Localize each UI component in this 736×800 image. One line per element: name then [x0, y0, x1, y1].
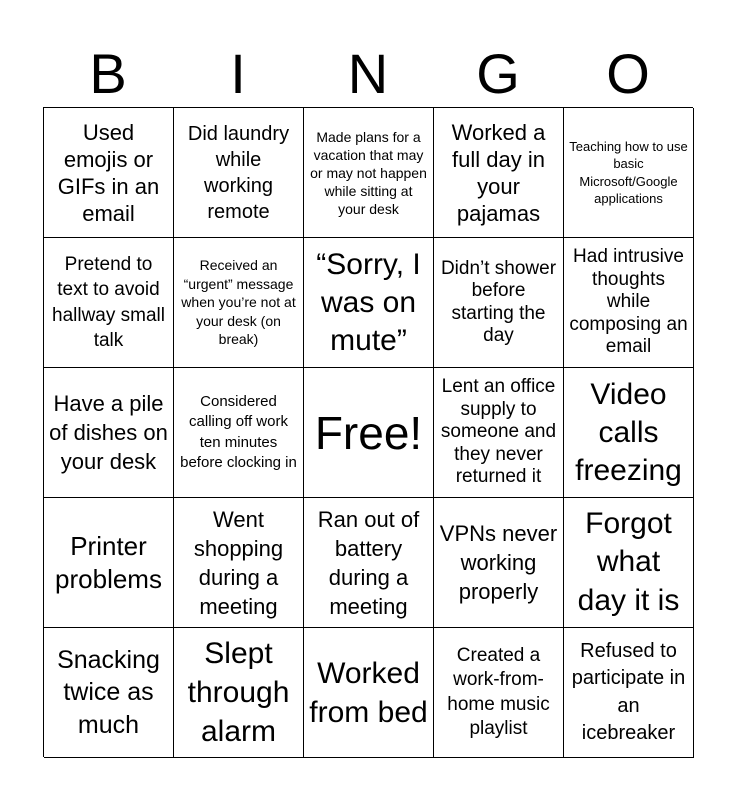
bingo-cell-i4 [174, 498, 304, 628]
header-letter-b: B [89, 42, 127, 105]
cell-text: Snacking twice as much [57, 645, 160, 739]
cell-text: Had intrusive thoughts while composing an email [569, 246, 688, 358]
free-space: Free! [314, 406, 423, 459]
bingo-cell-i1 [174, 108, 304, 238]
header-letter-i: I [230, 42, 246, 105]
bingo-cell-n5 [304, 628, 434, 758]
bingo-cell-g2 [434, 238, 564, 368]
cell-text: Video calls freezing [575, 377, 682, 487]
cell-text: “Sorry, I was on mute” [316, 247, 421, 357]
header-letter-o: O [606, 42, 650, 105]
cell-text: Forgot what day it is [577, 506, 680, 617]
bingo-grid [43, 107, 693, 757]
bingo-cell-o1 [564, 108, 694, 238]
bingo-cell-o3 [564, 368, 694, 498]
bingo-cell-g4 [434, 498, 564, 628]
bingo-cell-o5 [564, 628, 694, 758]
bingo-cell-o4 [564, 498, 694, 628]
cell-text: Received an “urgent” message when you’re not at your desk (on break) [181, 257, 296, 348]
bingo-cell-b1 [44, 108, 174, 238]
bingo-cell-n1 [304, 108, 434, 238]
bingo-cell-o2 [564, 238, 694, 368]
cell-text: Considered calling off work ten minutes before clocking in [180, 392, 297, 471]
bingo-cell-b3 [44, 368, 174, 498]
cell-text: Made plans for a vacation that may or may not happen while sitting at your desk [310, 128, 427, 217]
cell-text: Did laundry while working remote [187, 122, 290, 223]
bingo-cell-b2 [44, 238, 174, 368]
bingo-cell-g1 [434, 108, 564, 238]
bingo-cell-i5 [174, 628, 304, 758]
cell-text: Created a work-from-home music playlist [447, 644, 550, 739]
bingo-cell-b4 [44, 498, 174, 628]
cell-text: Lent an office supply to someone and they never returned it [440, 376, 557, 488]
bingo-cell-i2 [174, 238, 304, 368]
cell-text: Have a pile of dishes on your desk [49, 391, 168, 474]
cell-text: Worked a full day in your pajamas [451, 119, 546, 226]
bingo-cell-g5 [434, 628, 564, 758]
header-letter-g: G [476, 42, 520, 105]
bingo-cell-n2 [304, 238, 434, 368]
cell-text: Didn’t shower before starting the day [440, 257, 557, 346]
bingo-header [43, 40, 693, 108]
cell-text: Refused to participate in an icebreaker [571, 639, 686, 744]
cell-text: VPNs never working properly [439, 521, 558, 604]
bingo-cell-g3 [434, 368, 564, 498]
cell-text: Worked from bed [309, 656, 428, 729]
cell-text: Used emojis or GIFs in an email [57, 119, 160, 226]
cell-text: Ran out of battery during a meeting [317, 506, 420, 619]
bingo-cell-b5 [44, 628, 174, 758]
cell-text: Went shopping during a meeting [193, 506, 284, 619]
bingo-cell-i3 [174, 368, 304, 498]
cell-text: Pretend to text to avoid hallway small talk [52, 253, 165, 351]
cell-text: Slept through alarm [187, 637, 290, 748]
cell-text: Printer problems [55, 530, 162, 594]
bingo-cell-n3 [304, 368, 434, 498]
header-letter-n: N [347, 42, 389, 105]
bingo-cell-n4 [304, 498, 434, 628]
cell-text: Teaching how to use basic Microsoft/Google applications [569, 138, 688, 206]
